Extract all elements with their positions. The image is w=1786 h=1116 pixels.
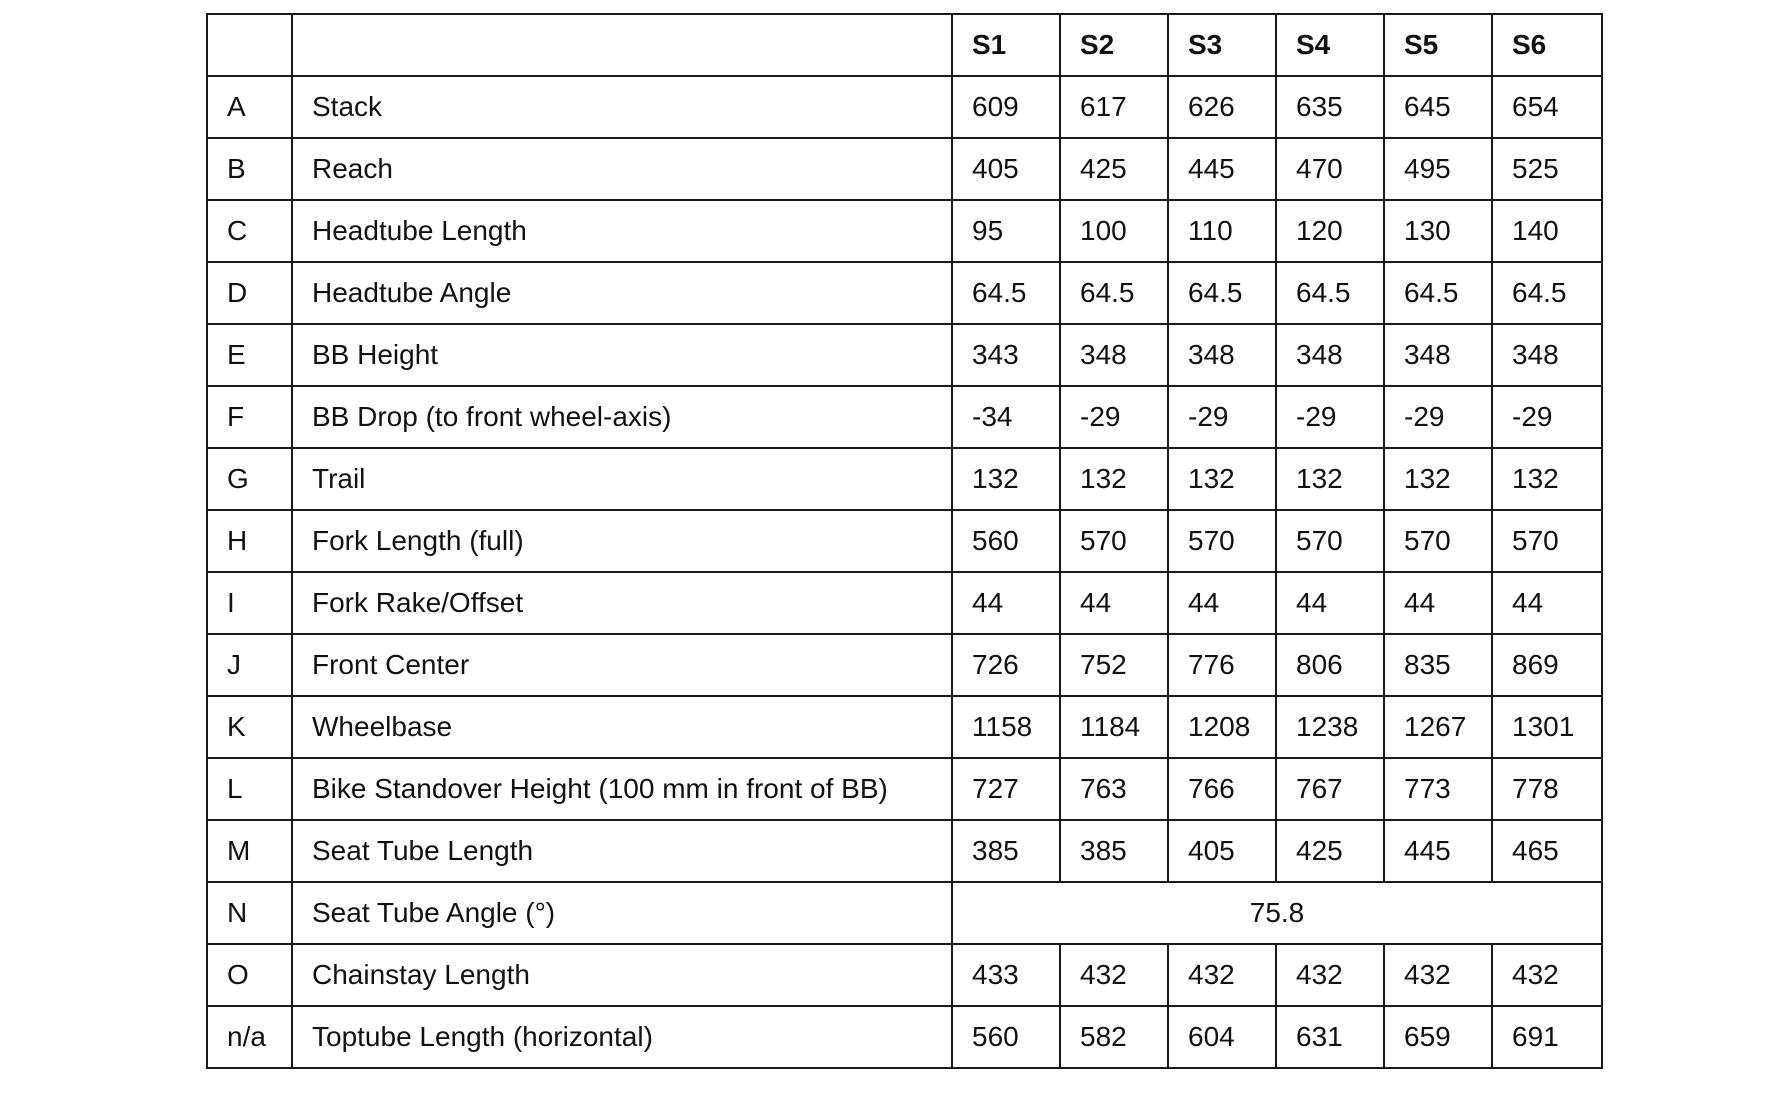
value-cell-s2: 44 (1060, 572, 1168, 634)
value-cell-s5: 1267 (1384, 696, 1492, 758)
value-cell-s4: 767 (1276, 758, 1384, 820)
table-row (207, 944, 1602, 1006)
row-letter: A (207, 76, 292, 138)
value-cell-s4: 44 (1276, 572, 1384, 634)
value-cell-s5: 570 (1384, 510, 1492, 572)
value-cell-s6: 348 (1492, 324, 1602, 386)
value-cell-s5: 44 (1384, 572, 1492, 634)
row-label: Stack (292, 76, 952, 138)
value-cell-s5: 132 (1384, 448, 1492, 510)
row-label: Front Center (292, 634, 952, 696)
row-letter: E (207, 324, 292, 386)
row-letter: B (207, 138, 292, 200)
table-row (207, 820, 1602, 882)
row-letter: n/a (207, 1006, 292, 1068)
value-cell-s6: 44 (1492, 572, 1602, 634)
table-row (207, 386, 1602, 448)
value-cell-s1: 64.5 (952, 262, 1060, 324)
table-row (207, 882, 1602, 944)
row-letter: K (207, 696, 292, 758)
value-cell-s4: 64.5 (1276, 262, 1384, 324)
row-label: Chainstay Length (292, 944, 952, 1006)
header-row (207, 14, 1602, 76)
value-cell-s6: 1301 (1492, 696, 1602, 758)
value-cell-s1: 343 (952, 324, 1060, 386)
value-cell-s5: 130 (1384, 200, 1492, 262)
value-cell-s4: 806 (1276, 634, 1384, 696)
row-letter: I (207, 572, 292, 634)
value-cell-s5: 835 (1384, 634, 1492, 696)
header-label-cell (292, 14, 952, 76)
value-cell-s2: 348 (1060, 324, 1168, 386)
value-cell-s2: 763 (1060, 758, 1168, 820)
row-label: Reach (292, 138, 952, 200)
row-label: Toptube Length (horizontal) (292, 1006, 952, 1068)
row-label: Headtube Length (292, 200, 952, 262)
table-row (207, 200, 1602, 262)
value-cell-s3: -29 (1168, 386, 1276, 448)
value-cell-s1: 1158 (952, 696, 1060, 758)
table-row (207, 510, 1602, 572)
value-cell-s5: 64.5 (1384, 262, 1492, 324)
value-cell-s1: 727 (952, 758, 1060, 820)
value-cell-s1: 433 (952, 944, 1060, 1006)
value-cell-s2: 64.5 (1060, 262, 1168, 324)
value-cell-s6: 465 (1492, 820, 1602, 882)
geometry-table (206, 13, 1603, 1069)
value-cell-s4: 425 (1276, 820, 1384, 882)
table-row (207, 572, 1602, 634)
value-cell-s2: -29 (1060, 386, 1168, 448)
size-header-s5: S5 (1384, 14, 1492, 76)
value-cell-s5: 659 (1384, 1006, 1492, 1068)
table-row (207, 138, 1602, 200)
row-letter: G (207, 448, 292, 510)
value-cell-s1: 609 (952, 76, 1060, 138)
value-cell-s3: 110 (1168, 200, 1276, 262)
value-cell-s6: 654 (1492, 76, 1602, 138)
value-cell-s6: 140 (1492, 200, 1602, 262)
value-cell-s6: 432 (1492, 944, 1602, 1006)
table-body (207, 76, 1602, 1068)
value-cell-s4: 348 (1276, 324, 1384, 386)
value-cell-s2: 582 (1060, 1006, 1168, 1068)
row-label: Seat Tube Length (292, 820, 952, 882)
value-cell-s4: 635 (1276, 76, 1384, 138)
value-cell-s2: 132 (1060, 448, 1168, 510)
row-letter: D (207, 262, 292, 324)
value-cell-s3: 445 (1168, 138, 1276, 200)
value-cell-s3: 570 (1168, 510, 1276, 572)
value-cell-s1: 132 (952, 448, 1060, 510)
value-cell-s3: 64.5 (1168, 262, 1276, 324)
value-cell-s1: 726 (952, 634, 1060, 696)
value-cell-s1: 560 (952, 1006, 1060, 1068)
value-cell-s1: 95 (952, 200, 1060, 262)
row-label: Wheelbase (292, 696, 952, 758)
row-label: BB Drop (to front wheel-axis) (292, 386, 952, 448)
row-label: Headtube Angle (292, 262, 952, 324)
row-letter: J (207, 634, 292, 696)
value-cell-s6: 691 (1492, 1006, 1602, 1068)
size-header-s2: S2 (1060, 14, 1168, 76)
value-cell-s2: 1184 (1060, 696, 1168, 758)
value-cell-s1: 405 (952, 138, 1060, 200)
value-cell-s6: 570 (1492, 510, 1602, 572)
value-cell-s4: 631 (1276, 1006, 1384, 1068)
value-cell-s3: 348 (1168, 324, 1276, 386)
value-cell-s4: 1238 (1276, 696, 1384, 758)
value-cell-s4: 120 (1276, 200, 1384, 262)
size-header-s1: S1 (952, 14, 1060, 76)
value-cell-s2: 432 (1060, 944, 1168, 1006)
value-cell-s5: 495 (1384, 138, 1492, 200)
row-label: Seat Tube Angle (°) (292, 882, 952, 944)
value-cell-s3: 44 (1168, 572, 1276, 634)
value-cell-s6: 869 (1492, 634, 1602, 696)
value-cell-s6: -29 (1492, 386, 1602, 448)
value-cell-s6: 64.5 (1492, 262, 1602, 324)
value-cell-s3: 1208 (1168, 696, 1276, 758)
value-cell-s3: 776 (1168, 634, 1276, 696)
value-cell-s1: 560 (952, 510, 1060, 572)
row-letter: L (207, 758, 292, 820)
value-cell-s3: 432 (1168, 944, 1276, 1006)
value-cell-s3: 604 (1168, 1006, 1276, 1068)
row-letter: M (207, 820, 292, 882)
value-cell-s2: 752 (1060, 634, 1168, 696)
size-header-s4: S4 (1276, 14, 1384, 76)
value-cell-s3: 626 (1168, 76, 1276, 138)
table-row (207, 262, 1602, 324)
row-letter: O (207, 944, 292, 1006)
value-cell-s6: 778 (1492, 758, 1602, 820)
table-row (207, 758, 1602, 820)
table-row (207, 324, 1602, 386)
value-cell-s6: 525 (1492, 138, 1602, 200)
value-cell-s6: 132 (1492, 448, 1602, 510)
row-letter: F (207, 386, 292, 448)
value-cell-s2: 385 (1060, 820, 1168, 882)
value-cell-s5: 432 (1384, 944, 1492, 1006)
value-cell-s4: -29 (1276, 386, 1384, 448)
table-row (207, 448, 1602, 510)
row-letter: N (207, 882, 292, 944)
value-cell-s3: 766 (1168, 758, 1276, 820)
value-cell-s2: 425 (1060, 138, 1168, 200)
size-header-s3: S3 (1168, 14, 1276, 76)
value-cell-s3: 405 (1168, 820, 1276, 882)
value-cell-s4: 132 (1276, 448, 1384, 510)
row-label: Trail (292, 448, 952, 510)
row-label: Bike Standover Height (100 mm in front of BB) (292, 758, 952, 820)
value-cell-s4: 470 (1276, 138, 1384, 200)
value-cell-s1: -34 (952, 386, 1060, 448)
value-cell-s2: 570 (1060, 510, 1168, 572)
table-row (207, 76, 1602, 138)
value-cell-s3: 132 (1168, 448, 1276, 510)
merged-value-cell: 75.8 (952, 882, 1602, 944)
row-letter: H (207, 510, 292, 572)
row-letter: C (207, 200, 292, 262)
value-cell-s5: 645 (1384, 76, 1492, 138)
size-header-s6: S6 (1492, 14, 1602, 76)
row-label: BB Height (292, 324, 952, 386)
value-cell-s4: 570 (1276, 510, 1384, 572)
value-cell-s5: 348 (1384, 324, 1492, 386)
table-row (207, 1006, 1602, 1068)
table-row (207, 634, 1602, 696)
value-cell-s5: -29 (1384, 386, 1492, 448)
table-row (207, 696, 1602, 758)
row-label: Fork Rake/Offset (292, 572, 952, 634)
value-cell-s5: 773 (1384, 758, 1492, 820)
header-letter-cell (207, 14, 292, 76)
value-cell-s5: 445 (1384, 820, 1492, 882)
value-cell-s1: 385 (952, 820, 1060, 882)
value-cell-s4: 432 (1276, 944, 1384, 1006)
value-cell-s2: 100 (1060, 200, 1168, 262)
value-cell-s2: 617 (1060, 76, 1168, 138)
row-label: Fork Length (full) (292, 510, 952, 572)
value-cell-s1: 44 (952, 572, 1060, 634)
